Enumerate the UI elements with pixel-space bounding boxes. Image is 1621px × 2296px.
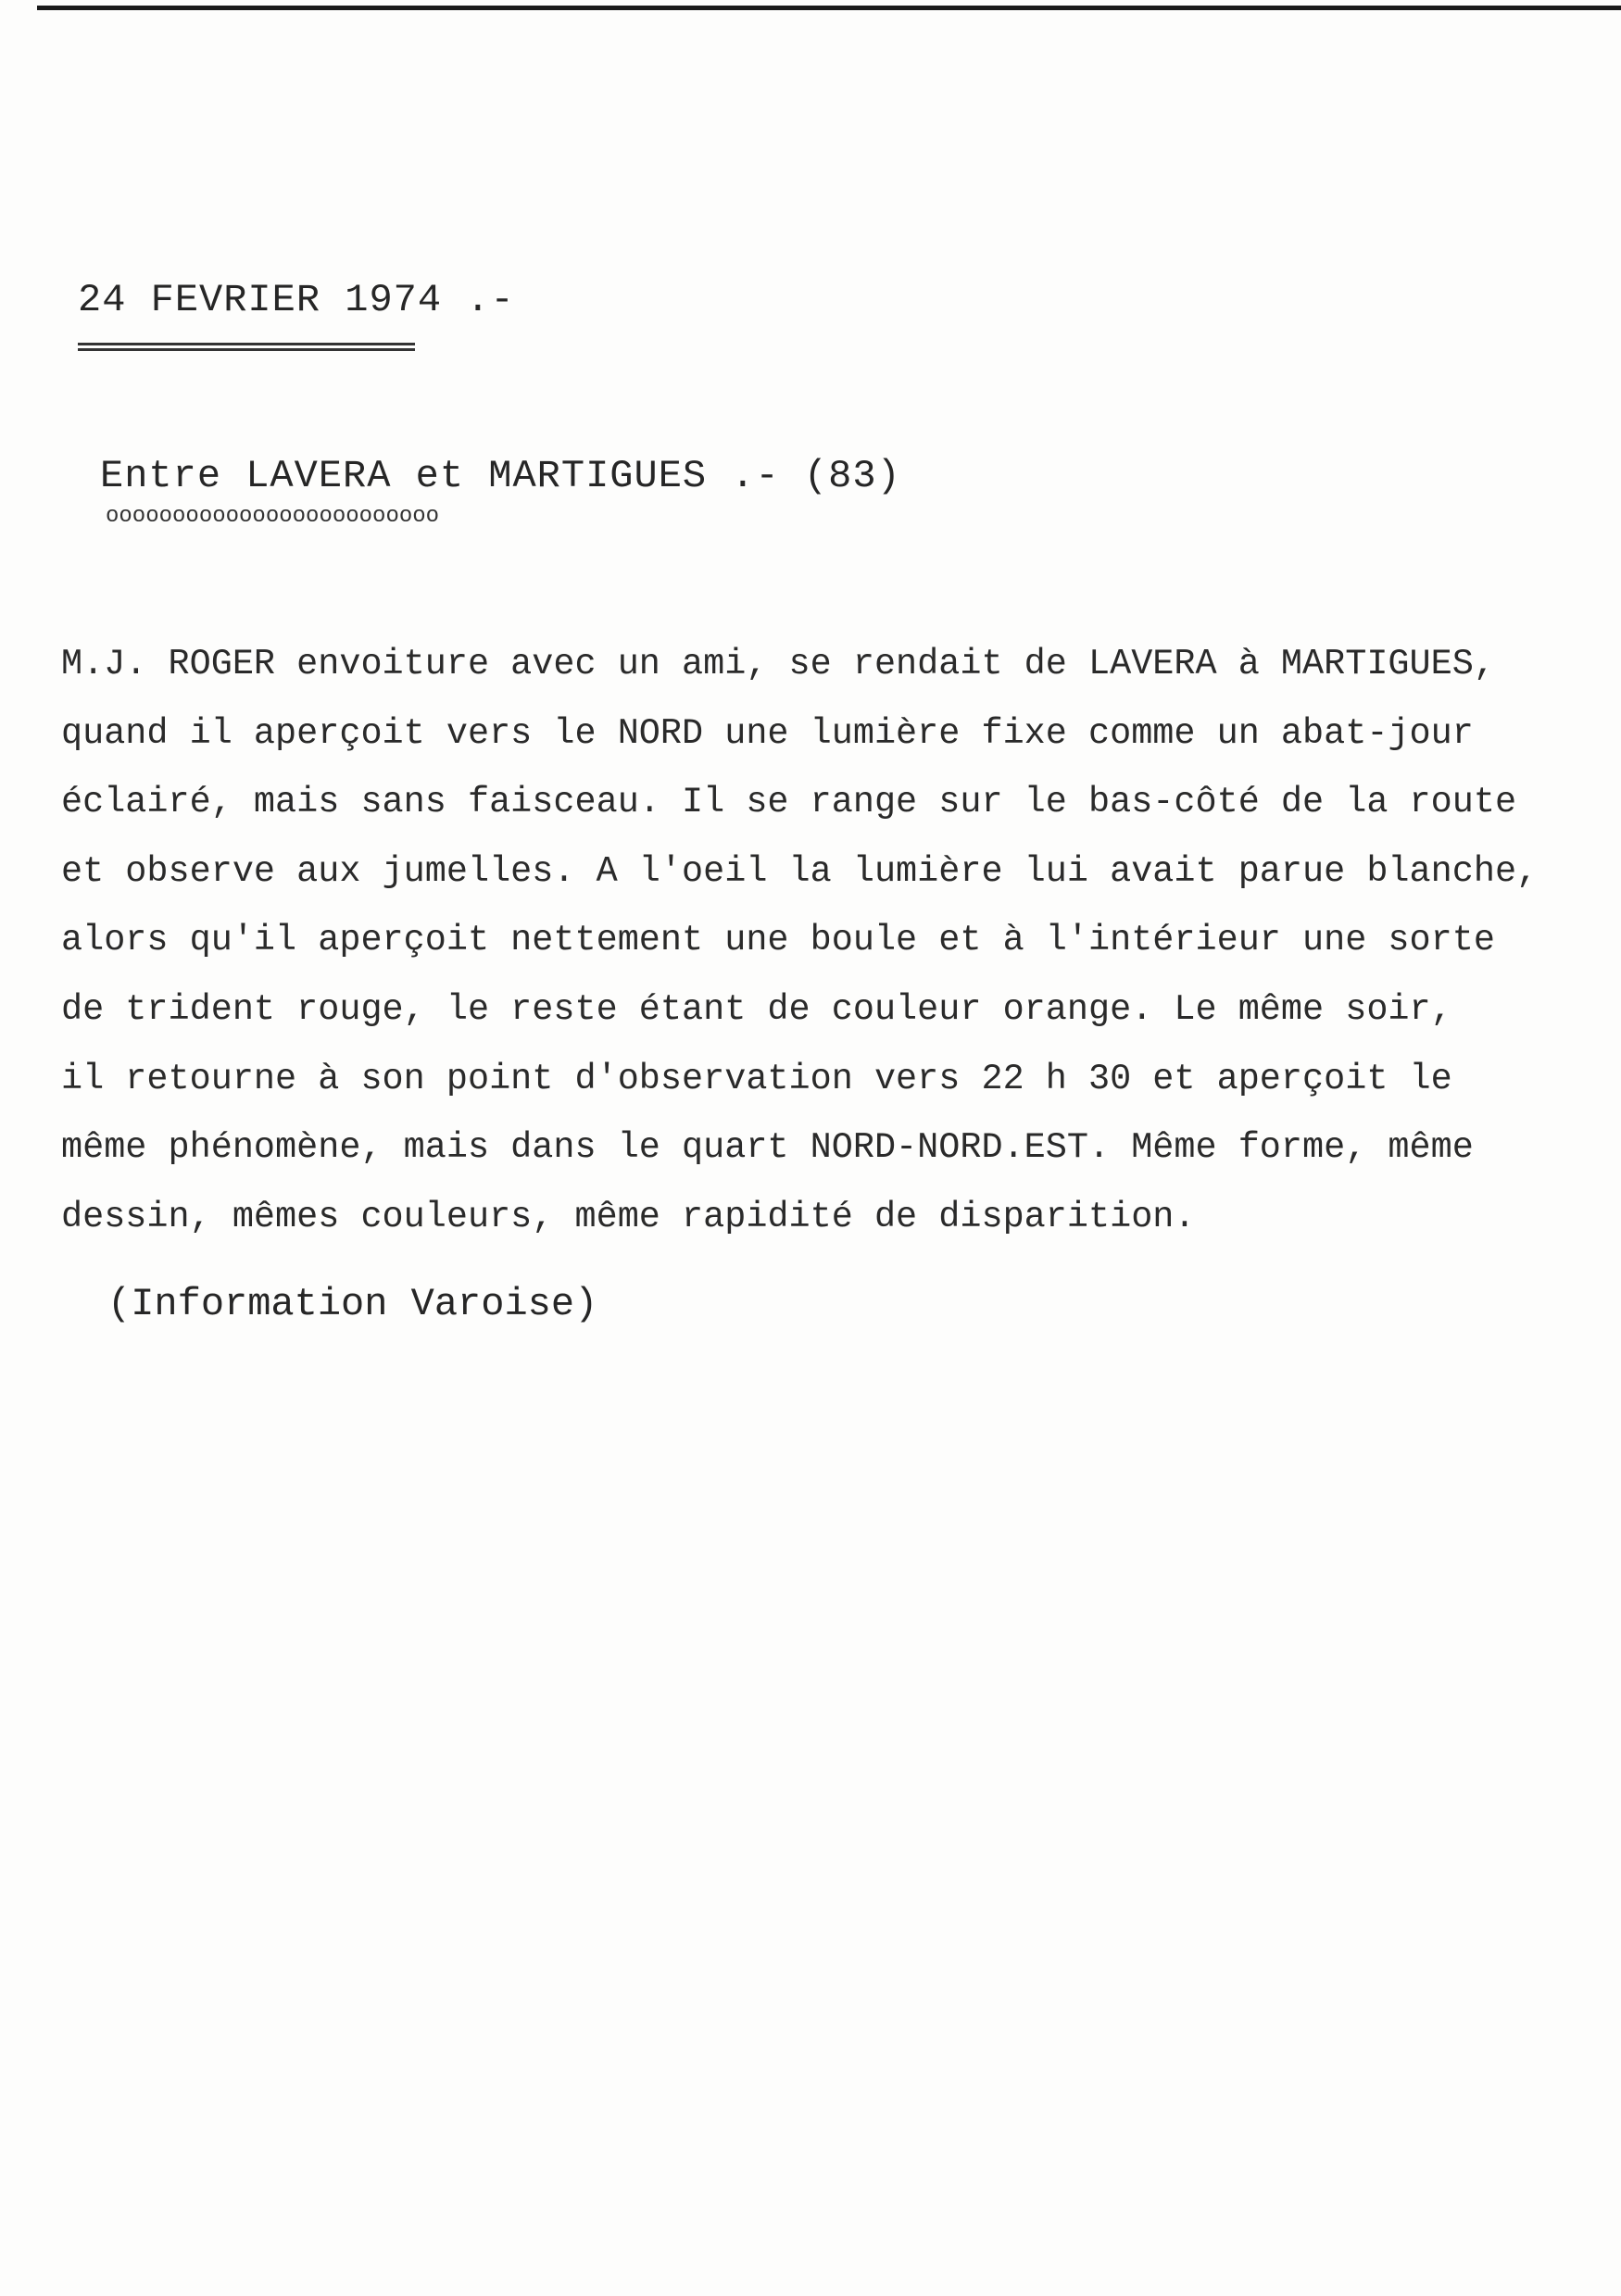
location-underline: ooooooooooooooooooooooooo	[106, 504, 440, 529]
body-line: quand il aperçoit vers le NORD une lumière fixe comme un abat-jour	[61, 712, 1474, 754]
body-line: de trident rouge, le reste étant de couleur orange. Le même soir,	[61, 988, 1452, 1030]
body-line: il retourne à son point d'observation vers 22 h 30 et aperçoit le	[61, 1058, 1452, 1099]
source-note: (Information Varoise)	[107, 1282, 598, 1326]
date-underline	[78, 343, 415, 356]
body-line: éclairé, mais sans faisceau. Il se range sur le bas-côté de la route	[61, 782, 1517, 823]
top-border-line	[37, 6, 1621, 10]
body-line: M.J. ROGER envoiture avec un ami, se rendait de LAVERA à MARTIGUES,	[61, 644, 1495, 684]
date-heading: 24 FEVRIER 1974 .-	[78, 278, 515, 322]
body-line: et observe aux jumelles. A l'oeil la lumière lui avait parue blanche,	[61, 850, 1539, 892]
body-line: dessin, mêmes couleurs, même rapidité de disparition.	[61, 1196, 1196, 1237]
body-line: même phénomène, mais dans le quart NORD-NORD.EST. Même forme, même	[61, 1127, 1474, 1169]
body-line: alors qu'il aperçoit nettement une boule et à l'intérieur une sorte	[61, 920, 1495, 961]
report-body	[61, 630, 1599, 1251]
location-heading: Entre LAVERA et MARTIGUES .- (83)	[100, 454, 901, 498]
